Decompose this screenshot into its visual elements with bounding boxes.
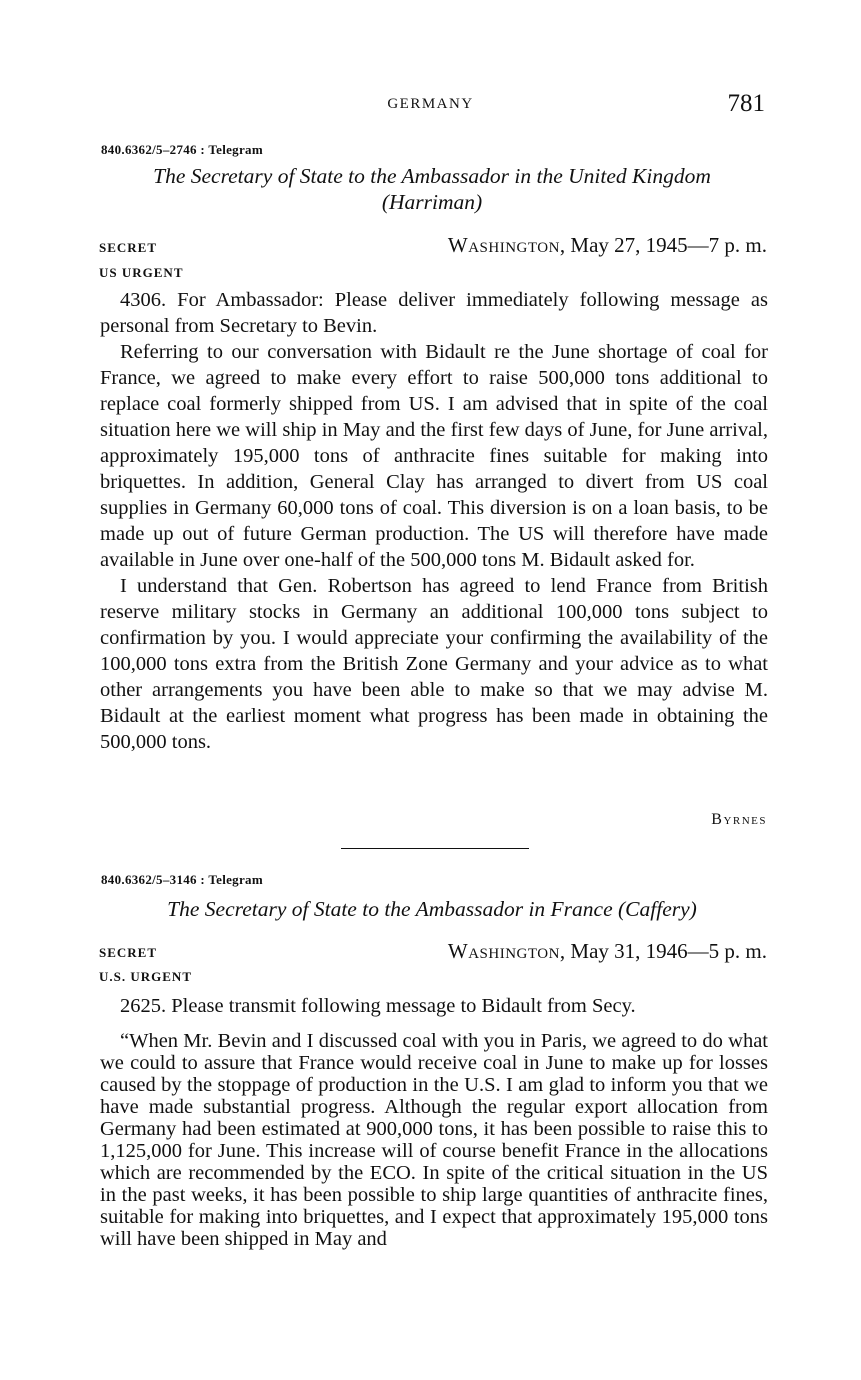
doc1-priority: US URGENT [99,265,184,280]
doc1-classification: SECRET [99,240,158,255]
doc1-paragraph: Referring to our conversation with Bidault re the June shortage of coal for France, we agreed to make every effort to raise 500,000 tons additional to replace coal formerly shipped from US. I am advised that in spite of the coal situation here we will ship in May and the first few days of June, for June arrival, approximately 195,000 tons of anthracite fines suitable for making into briquettes. In addition, General Clay has arranged to divert from US coal supplies in Germany 60,000 tons of coal. This diversion is on a loan basis, to be made up out of future German production. The US will therefore have made available in June over one-half of the 500,000 tons M. Bidault asked for. [100,341,768,571]
doc2-paragraph: “When Mr. Bevin and I discussed coal with you in Paris, we agreed to do what we could to assure that France would receive coal in June to make up for losses caused by the stoppage of production in the U.S. I am glad to inform you that we have made substantial progress. Although the regular export allocation from Germany had been estimated at 900,000 tons, it has been possible to raise this to 1,125,000 for June. This increase will of course benefit France in the allocations which are recommended by the ECO. In spite of the critical situation in the US in the past weeks, it has been possible to ship large quantities of anthracite fines, suitable for making into briquettes, and I expect that approximately 195,000 tons will have been shipped in May and [100,1030,768,1250]
doc2-date-rest: , May 31, 1946—5 p. m. [559,939,767,963]
doc2-priority: U.S. URGENT [99,969,192,984]
doc1-title-line2: (Harriman) [381,190,483,214]
doc2-title: The Secretary of State to the Ambassador in France (Caffery) [167,897,697,921]
doc1-title [96,163,768,215]
doc1-paragraph: I understand that Gen. Robertson has agreed to lend France from British reserve military stocks in Germany an additional 100,000 tons subject to confirmation by you. I would appreciate your confirming the availability of the 100,000 tons extra from the British Zone Germany and your advice as to what other arrangements you have been able to make so that we may advise M. Bidault at the earliest moment what progress has been made in obtaining the 500,000 tons. [100,575,768,753]
page-number: 781 [727,90,765,117]
section-divider [341,848,529,849]
doc1-dateline [448,233,767,258]
running-header-title: GERMANY [387,96,474,112]
doc2-dateline [448,939,767,964]
doc1-paragraph: 4306. For Ambassador: Please deliver immediately following message as personal from Secretary to Bevin. [100,289,768,337]
doc2-body-message [100,1030,768,1250]
doc1-signature: Byrnes [711,811,767,828]
doc1-title-line1: The Secretary of State to the Ambassador in the United Kingdom [153,164,711,188]
doc2-file-reference: 840.6362/5–3146 : Telegram [101,872,263,887]
doc2-date-place: Washington [447,939,560,963]
doc1-file-reference: 840.6362/5–2746 : Telegram [101,142,263,157]
doc1-date-rest: , May 27, 1945—7 p. m. [559,233,767,257]
doc1-date-place: Washington [447,233,560,257]
doc2-body-intro [100,993,768,1019]
doc2-classification: SECRET [99,945,158,960]
doc2-paragraph: 2625. Please transmit following message to Bidault from Secy. [120,995,636,1017]
doc1-body [100,287,768,755]
